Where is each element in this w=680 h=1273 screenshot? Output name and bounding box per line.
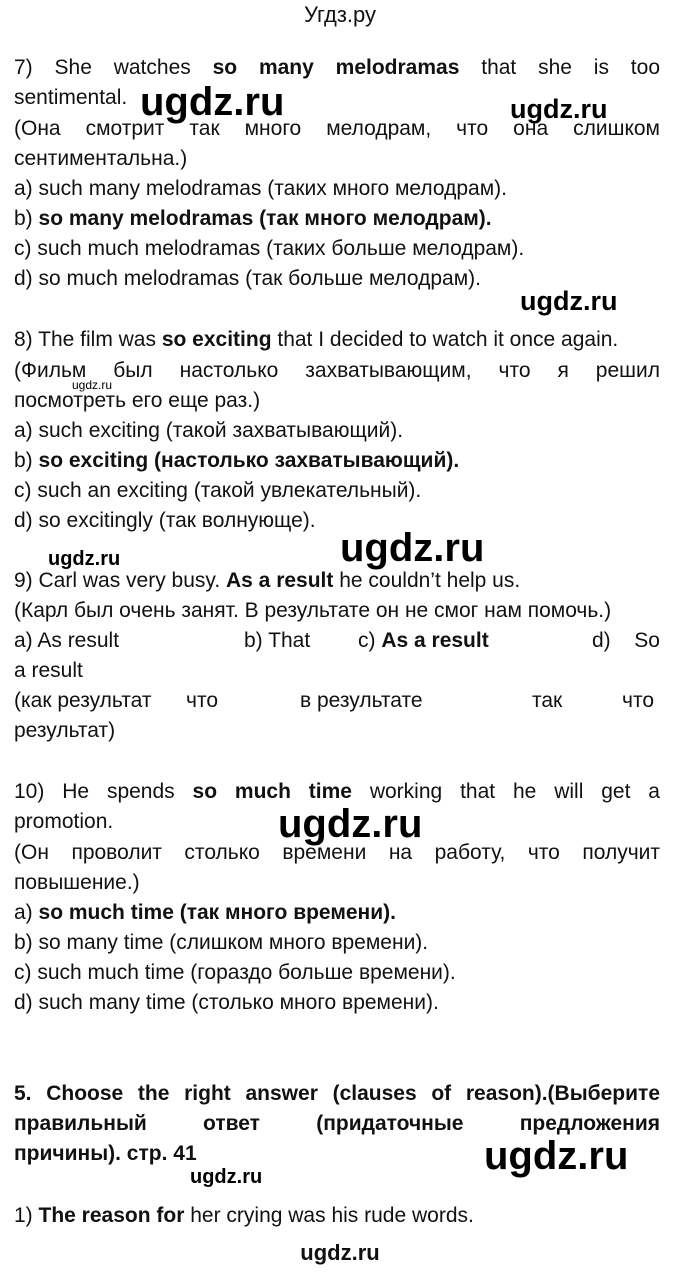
q9-translation-line1: (Карл был очень занят. В результате он не смог нам помочь.) (14, 599, 612, 622)
q9-option-b: b) That (244, 629, 311, 652)
q8-option-b: b) so exciting (настолько захватывающий). (14, 449, 460, 472)
q8-sentence-line1: 8) The film was so exciting that I decided to watch it once again. (14, 328, 619, 351)
page-footer: ugdz.ru (300, 1240, 380, 1265)
q9-option-d: d) So (592, 629, 660, 652)
q7-translation-line2: сентиментальна.) (14, 147, 188, 170)
q7-sentence-line1: 7) She watches so many melodramas that she is too (14, 56, 660, 79)
q10-option-b: b) so many time (слишком много времени). (14, 931, 429, 954)
watermark: ugdz.ru (190, 1166, 263, 1188)
q9-translation-c: в результате (300, 689, 423, 712)
watermark: ugdz.ru (140, 80, 285, 124)
watermark: ugdz.ru (484, 1134, 629, 1178)
q8-option-c: c) such an exciting (такой увлекательный). (14, 479, 422, 502)
exercise-5-heading-line2: правильный ответ (придаточные предложения (14, 1112, 660, 1135)
watermark: ugdz.ru (48, 548, 121, 570)
q9-sentence-line1: 9) Carl was very busy. As a result he couldn’t help us. (14, 569, 521, 592)
q9-translation-b: что (186, 689, 219, 712)
q7-option-b: b) so many melodramas (так много мелодрам). (14, 207, 492, 230)
q8-option-d: d) so excitingly (так волнующе). (14, 509, 316, 532)
q10-sentence-line1: 10) He spends so much time working that he will get a (14, 780, 660, 803)
exercise-5-heading-line1: 5. Choose the right answer (clauses of reason).(Выберите (14, 1082, 660, 1105)
page-header: Угдз.ру (303, 2, 377, 27)
q9-translation-d2: что (622, 689, 655, 712)
watermark: ugdz.ru (278, 802, 423, 846)
q9-translation-d-continued: результат) (14, 719, 116, 742)
q7-translation-line1: (Она смотрит так много мелодрам, что она слишком (14, 117, 660, 140)
q10-option-c: c) such much time (гораздо больше времени). (14, 961, 456, 984)
q8-translation-line1: (Фильм был настолько захватывающим, что я решил (14, 359, 660, 382)
q8-translation-line2: посмотреть его еще раз.) (14, 389, 261, 412)
q10-option-a: a) so much time (так много времени). (14, 901, 396, 924)
q8-option-a: a) such exciting (такой захватывающий). (14, 419, 404, 442)
q9-option-d-continued: a result (14, 659, 83, 682)
q9-translation-d: так (532, 689, 563, 712)
watermark: ugdz.ru (510, 94, 608, 124)
q9-option-c: c) As a result (358, 629, 489, 652)
ex5-q1-sentence: 1) The reason for her crying was his rude words. (14, 1204, 474, 1227)
watermark: ugdz.ru (520, 286, 618, 316)
q10-sentence-line2: promotion. (14, 810, 114, 833)
q7-option-c: c) such much melodramas (таких больше мелодрам). (14, 237, 525, 260)
q7-option-a: a) such many melodramas (таких много мелодрам). (14, 177, 507, 200)
q10-translation-line1: (Он проволит столько времени на работу, что получит (14, 841, 660, 864)
exercise-5-heading-line3: причины). стр. 41 (14, 1142, 197, 1165)
q9-translation-a: (как результат (14, 689, 152, 712)
watermark: ugdz.ru (340, 526, 485, 570)
q10-translation-line2: повышение.) (14, 871, 140, 894)
q7-sentence-line2: sentimental. (14, 86, 128, 109)
q9-option-a: a) As result (14, 629, 120, 652)
watermark: ugdz.ru (72, 378, 113, 392)
q7-option-d: d) so much melodramas (так больше мелодрам). (14, 267, 481, 290)
q10-option-d: d) such many time (столько много времени). (14, 991, 439, 1014)
